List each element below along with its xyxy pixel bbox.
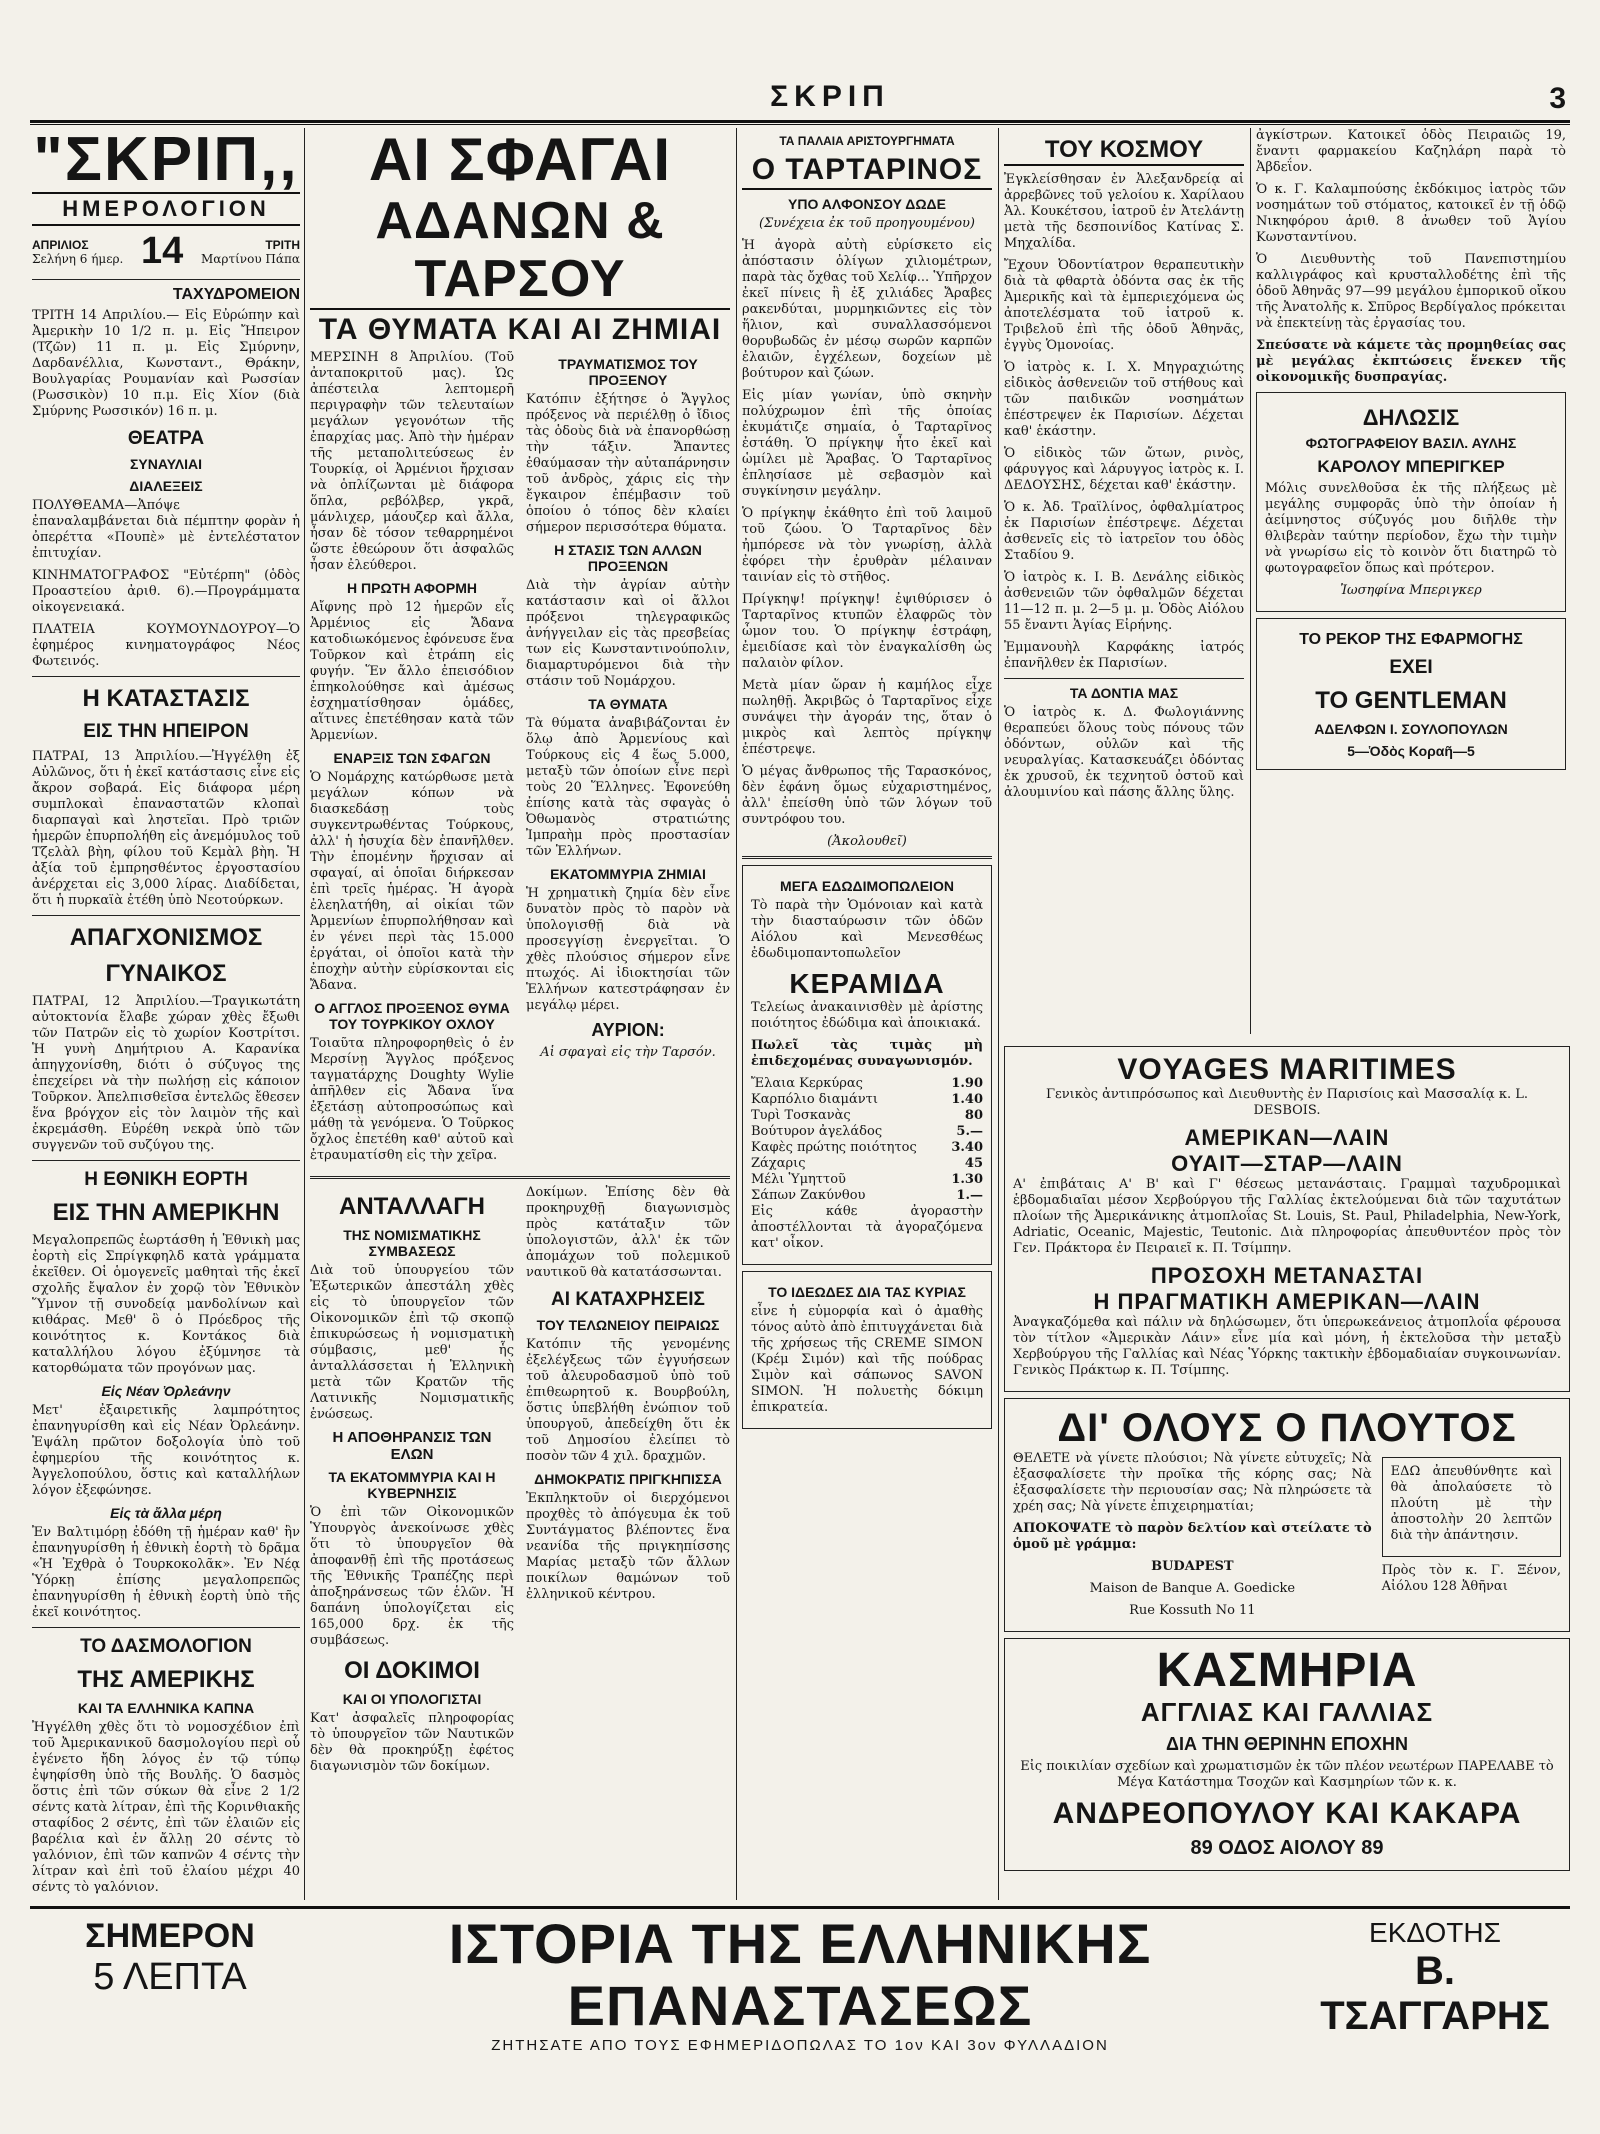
ad-text: Τὸ παρὰ τὴν Ὁμόνοιαν καὶ κατὰ τὴν διασταύρωσιν τῶν ὁδῶν Αἰόλου καὶ Μενεσθέως ἐδωδιμοπαντοπωλεῖον: [751, 898, 983, 961]
section-heading: ΤΑ ΘΥΜΑΤΑ: [588, 696, 668, 712]
tomorrow-text: Αἱ σφαγαὶ εἰς τὴν Ταρσόν.: [540, 1045, 716, 1060]
section-heading: ΕΝΑΡΞΙΣ ΤΩΝ ΣΦΑΓΩΝ: [333, 750, 491, 766]
article-heading: ΑΝΤΑΛΛΑΓΗ: [339, 1193, 485, 1220]
month: ΑΠΡΙΛΙΟΣ: [32, 237, 89, 252]
society-text: Ὁ εἰδικὸς τῶν ὤτων, ρινὸς, φάρυγγος καὶ λάρυγγος ἰατρὸς κ. Ι. ΔΕΔΟΥΣΗΣ, δέχεται καθ' ἑκάστην.: [1004, 446, 1244, 493]
ad-heading: ΟΥΑΙΤ—ΣΤΑΡ—ΛΑΙΝ: [1171, 1151, 1403, 1176]
lectures-heading: ΔΙΑΛΕΞΕΙΣ: [129, 478, 203, 494]
article-subheading: ΤΑ ΕΚΑΤΟΜΜΥΡΙΑ ΚΑΙ Η ΚΥΒΕΡΝΗΣΙΣ: [328, 1469, 496, 1501]
column-rule: [736, 128, 737, 1900]
section-heading: Ο ΑΓΓΛΟΣ ΠΡΟΞΕΝΟΣ ΘΥΜΑ ΤΟΥ ΤΟΥΡΚΙΚΟΥ ΟΧΛΟΥ: [314, 1000, 510, 1032]
day-number: 14: [141, 230, 184, 272]
article-text: Κατ' ἀσφαλεῖς πληροφορίας τὸ ὑπουργεῖον τῶν Ναυτικῶν δὲν θὰ προκηρύξῃ ἐφέτος διαγωνισμὸν τῶν δοκίμων.: [310, 1711, 514, 1774]
date-row: [32, 230, 300, 273]
listing-polytheama: ΠΟΛΥΘΕΑΜΑ—Ἀπόψε ἐπαναλαμβάνεται διὰ πέμπτην φορὰν ἡ ὀπερέττα «Πουπὲ» μὲ ἐντελέστατον ἐπιτυχίαν.: [32, 498, 300, 561]
article-subheading: ΕΙΣ ΤΗΝ ΑΜΕΡΙΚΗΝ: [52, 1199, 280, 1226]
article-text: Τοιαῦτα πληροφορηθεὶς ὁ ἐν Μερσίνῃ Ἄγγλος πρόξενος ταγματάρχης Doughty Wylie ἀπῆλθεν εἰς Ἄδανα ἵνα ἐξετάσῃ αὐτοπροσώπως καὶ μάθῃ τὰ γενόμενα. Ὁ Τοῦρκος ὄχλος ἐπετέθη καθ' αὐτοῦ καὶ ἐτραυματίσθη εἰς τὴν χεῖρα.: [310, 1036, 514, 1163]
main-headline-2: ΑΔΑΝΩΝ & ΤΑΡΣΟΥ: [310, 192, 730, 310]
article-subheading: ΚΑΙ ΤΑ ΕΛΛΗΝΙΚΑ ΚΑΠΝΑ: [77, 1700, 255, 1716]
ad-heading: ΑΓΓΛΙΑΣ ΚΑΙ ΓΑΛΛΙΑΣ: [1140, 1697, 1434, 1727]
article-text: Τὰ θύματα ἀναβιβάζονται ἐν ὅλῳ ἀπὸ Ἀρμενίους καὶ Τούρκους εἰς 4 ἕως 5.000, μεταξὺ τῶν ὁποίων εἶνε περὶ τοὺς 20 Ἕλληνες. Ἐφονεύθη ἐπίσης κατὰ τὰς σφαγὰς ὁ Ὀθωμανὸς στρατιώτης Ἰμπραὴμ πρὸς προστασίαν τῶν Ἑλλήνων.: [526, 716, 730, 859]
society-text: Ὁ ἰατρὸς κ. Ι. Β. Δενάλης εἰδικὸς ἀσθενειῶν τῶν ὀφθαλμῶν δέχεται 11—12 π. μ. 2—5 μ. μ. Ὁδὸς Αἰόλου 55 ἔναντι Ἁγίας Εἰρήνης.: [1004, 570, 1244, 633]
article-heading: ΑΠΑΓΧΟΝΙΣΜΟΣ: [69, 924, 263, 951]
column-society: [1004, 128, 1244, 1034]
calendar-title: ΗΜΕΡΟΛΟΓΙΟΝ: [32, 192, 300, 226]
article-text: ΜΕΡΣΙΝΗ 8 Ἀπριλίου. (Τοῦ ἀνταποκριτοῦ μας). Ὡς ἀπέστειλα λεπτομερῆ περιγραφὴν τῶν τελευταίων μεγάλων γεγονότων τῆς ἐπαρχίας μας. Ἀπὸ τὴν ἡμέραν τῆς μεταπολιτεύσεως ἐν Τουρκίᾳ, οἱ Ἀρμένιοι ἤρχισαν νὰ ὁπλίζωνται μὲ διάφορα ὅπλα, ρεβόλβερ, γκρᾶ, μάνλιχερ, μάουζερ καὶ ἄλλα, ἦσαν δὲ τόσον τεθαρρημένοι ὥστε ἐθεώρουν ὅτι ἀσφαλῶς ἦσαν ἐλεύθεροι.: [310, 350, 514, 573]
article-subheading: ΤΗΣ ΝΟΜΙΣΜΑΤΙΚΗΣ ΣΥΜΒΑΣΕΩΣ: [343, 1227, 481, 1259]
ad-text: Πρὸς τὸν κ. Γ. Ξένον, Αἰόλου 128 Ἀθῆναι: [1381, 1563, 1561, 1594]
section-heading: Εἰς τὰ ἄλλα μέρη: [110, 1505, 222, 1521]
section-heading: ΤΡΑΥΜΑΤΙΣΜΟΣ ΤΟΥ ΠΡΟΞΕΝΟΥ: [558, 356, 698, 388]
ad-text: Α' ἐπιβάταις Α' Β' καὶ Γ' θέσεως μετανάσταις. Γραμμαὶ ταχυδρομικαὶ ἑβδομαδιαῖαι μέσον Χερβούργου τῆς Γαλλίας ἐκτελούμεναι διὰ τῶν ταχυτάτων πλοίων τῆς Ἀμερικάνικης ἀτμοπλοΐας St. Louis, St. Paul, Philadelphia, New-York, Adriatic, Oceanic, Majestic, Teutonic. Διὰ πληροφορίας ἀπευθυντέον πρὸς τὸν Γεν. Πράκτορα ἐν Πειραιεῖ κ. Π. Τσίμπην.: [1013, 1177, 1561, 1256]
article-heading: ΔΗΜΟΚΡΑΤΙΣ ΠΡΙΓΚΗΠΙΣΣΑ: [534, 1471, 722, 1487]
serial-text: Ὁ πρίγκηψ ἐκάθητο ἐπὶ τοῦ λαιμοῦ τοῦ ζώου. Ὁ Ταρταρῖνος δὲν ἠμπόρεσε νὰ τὸν γνωρίσῃ, ἀλλὰ ἐφόρει τὴν ἐρυθρὰν μέλαιναν ταινίαν εἰς τὸ στῆθος.: [742, 506, 992, 585]
notice-text: Ὁ κ. Γ. Καλαμπούσης ἐκδόκιμος ἰατρὸς τῶν νοσημάτων τοῦ στόματος, κατοικεῖ ἐν τῇ ὁδῷ Νικηφόρου ἀριθ. 8 ἀνωθεν τοῦ Ἁγίου Κωνσταντίνου.: [1256, 182, 1566, 245]
society-text: Ἐμμανουὴλ Καρφάκης ἰατρός ἐπανῆλθεν ἐκ Παρισίων.: [1004, 640, 1244, 671]
ad-heading: ΑΜΕΡΙΚΑΝ—ΛΑΙΝ: [1184, 1125, 1390, 1150]
price-row: [751, 1108, 983, 1124]
price-row: [751, 1172, 983, 1188]
article-heading: ΤΟ ΔΑΣΜΟΛΟΓΙΟΝ: [80, 1636, 252, 1657]
column-serial: [742, 128, 992, 1900]
ad-text: BUDAPEST: [1151, 1559, 1234, 1574]
price-row: [751, 1124, 983, 1140]
ad-text: Rue Kossuth No 11: [1129, 1603, 1256, 1618]
ad-subheading: ΑΔΕΛΦΩΝ Ι. ΣΟΥΛΟΠΟΥΛΩΝ: [1314, 721, 1508, 737]
article-text: ΠΑΤΡΑΙ, 13 Ἀπριλίου.—Ἠγγέλθη ἐξ Αὐλῶνος, ὅτι ἡ ἐκεῖ κατάστασις εἶνε εἰς ἄκρον σοβαρά. Εἰς διάφορα μέρη συμπλοκαὶ ἐπαναστατῶν κλοπαὶ διαρπαγαὶ καὶ ληστεῖαι. Πρὸ τριῶν ἡμερῶν ἐπυρπολήθη εἰς ἀνεμόμυλος τοῦ Τζελὰλ βὴη, φίλου τοῦ Κεμὰλ βὴη. Ἡ ἀξία τοῦ ἐμπρησθέντος ἐργοστασίου ἀνέρχεται εἰς 3,000 λίρας. Διαδίδεται, ὅτι ἡ πυρκαϊὰ ἐτέθη ὑπὸ Νεοτούρκων.: [32, 749, 300, 908]
article-text: Ἠγγέλθη χθὲς ὅτι τὸ νομοσχέδιον ἐπὶ τοῦ Ἀμερικανικοῦ δασμολογίου περὶ οὗ ἐγένετο ἤδη λόγος ἐν τῷ τύπῳ ἐψηφίσθη ὑπὸ τῆς Βουλῆς. Ὁ δασμὸς ὅστις ἐπὶ τῶν σύκων θὰ εἶνε 2 1/2 σέντς κατὰ λίτραν, ἐπὶ τῆς Κορινθιακῆς σταφίδος 2 σέντς, ἐπὶ τῶν ἐλαιῶν εἰς βαρέλια καὶ ἐν ἄλλῃ 20 σέντς τὸ γαλόνιον, ἐπὶ τῶν καπνῶν 4 σέντς τὴν λίτραν καὶ ἐπὶ τοῦ ἐλαίου μέχρι 40 σέντς τὸ γαλόνιον.: [32, 1720, 300, 1895]
article-heading: Η ΑΠΟΘΗΡΑΝΣΙΣ ΤΩΝ ΕΛΩΝ: [332, 1429, 492, 1463]
article-subheading: ΤΗΣ ΑΜΕΡΙΚΗΣ: [77, 1666, 255, 1693]
weekday: ΤΡΙΤΗ: [265, 237, 300, 252]
price-list: [751, 1076, 983, 1204]
theatre-heading: ΘΕΑΤΡΑ: [127, 428, 205, 449]
serial-next: (Ἀκολουθεῖ): [827, 834, 907, 849]
article-text: Μεγαλοπρεπῶς ἑωρτάσθη ἡ Ἐθνικὴ μας ἑορτὴ εἰς Σπρίγκφηλδ κατὰ γράμματα ἐκεῖθεν. Οἱ ὁμογενεῖς μαθηταὶ τῆς ἐκεῖ σχολῆς ἔψαλον ἐν χορῷ τὸν Ἐθνικὸν Ὕμνον τῇ συνοδείᾳ μανδολίνων καὶ κιθάρας. Μεθ' ὃ ὁ Πρόεδρος τῆς κοινότητος κ. Κοντάκος διὰ καταλλήλου λόγου ἐξύμνησε τὰ κατορθώματα τῶν προγόνων μας.: [32, 1233, 300, 1376]
banner-title: ΙΣΤΟΡΙΑ ΤΗΣ ΕΛΛΗΝΙΚΗΣ ΕΠΑΝΑΣΤΑΣΕΩΣ: [448, 1912, 1152, 2037]
banner-subtitle: ΖΗΤΗΣΑΤΕ ΑΠΟ ΤΟΥΣ ΕΦΗΜΕΡΙΔΟΠΩΛΑΣ ΤΟ 1ον ΚΑΙ 3ον ΦΥΛΛΑΔΙΟΝ: [491, 2037, 1109, 2054]
main-headline-3: ΤΑ ΘΥΜΑΤΑ ΚΑΙ ΑΙ ΖΗΜΙΑΙ: [318, 313, 722, 346]
serial-text: Πρίγκηψ! πρίγκηψ! ἐψιθύρισεν ὁ Ταρταρῖνος κτυπῶν ἐλαφρῶς τὸν ὦμον του. Ὁ πρίγκηψ ἐστράφη, ἐμειδίασε καὶ τὸν ἐναγκαλίσθη ὡς παλαιὸν φίλον.: [742, 592, 992, 671]
dental-ad-heading: ΤΑ ΔΟΝΤΙΑ ΜΑΣ: [1069, 685, 1179, 701]
society-text: Ὁ ἰατρὸς κ. Ι. Χ. Μηγραχιώτης εἰδικὸς ἀσθενειῶν τοῦ στήθους καὶ τῶν παιδικῶν νοσημάτων ἐπέστρεψεν ἐκ Παρισίων. Δέχεται καθ' ἑκάστην.: [1004, 360, 1244, 439]
serial-text: Εἰς μίαν γωνίαν, ὑπὸ σκηνὴν πολύχρωμον ἐπὶ τῆς ὁποίας ἐκυμάτιζε σημαία, ὁ Ταρταρῖνος ἐστάθη. Ὁ πρίγκηψ ἦτο ἐκεῖ καὶ ὡμίλει μὲ Ἄραβας. Ὁ Ταρταρῖνος ἐπλησίασε μὲ σεβασμὸν καὶ συγκίνησιν μεγάλην.: [742, 388, 992, 499]
ad-heading: ΜΕΓΑ ΕΔΩΔΙΜΟΠΩΛΕΙΟΝ: [780, 878, 954, 894]
price-item: Μέλι Ὑμηττοῦ: [751, 1172, 846, 1187]
column-rule: [304, 128, 305, 1900]
article-text: Κατόπιν τῆς γενομένης ἐξελέγξεως τῶν ἐγγυήσεων τοῦ ἀλευροδασμοῦ ὑπὸ τοῦ ἐπιθεωρητοῦ κ. Βουρβούλη, ὅστις ὑπεβλήθη ἐνώπιον τοῦ ὑπουργοῦ, ἀπεδείχθη ὅτι ἐκ τοῦ Δημοσίου ἐλείπει τὸ ποσὸν τῶν 4 χιλ. δραχμῶν.: [526, 1337, 730, 1464]
tomorrow-heading: ΑΥΡΙΟΝ:: [591, 1020, 665, 1040]
main-story-col-b: [526, 350, 730, 1170]
photo-studio-notice: [1256, 392, 1566, 612]
coupon: [1382, 1457, 1561, 1557]
ad-address: 5—Ὁδὸς Κοραῆ—5: [1347, 743, 1475, 759]
ad-heading: ΚΑΣΜΗΡΙΑ: [1156, 1644, 1418, 1697]
article-text: Δοκίμων. Ἐπίσης δὲν θὰ προκηρυχθῇ διαγωνισμὸς πρὸς κατάταξιν τῶν ὑπολογιστῶν, ἀλλ' ἐκ τῶν ἀπομάχων τοῦ πολεμικοῦ ναυτικοῦ θὰ κατατάσσωνται.: [526, 1185, 730, 1280]
price-value: 5.—: [956, 1124, 983, 1139]
ad-brand: ΚΕΡΑΜΙΔΑ: [789, 968, 945, 999]
post-heading: ΤΑΧΥΔΡΟΜΕΙΟΝ: [172, 286, 300, 303]
notice-text: Ὁ Διευθυντὴς τοῦ Πανεπιστημίου καλλιγράφος καὶ κρυσταλλοδέτης ἐπὶ τῆς ὁδοῦ Ἀθηνᾶς 97—99 μεγάλου ἐμπορικοῦ οἴκου τῆς Ἀνατολῆς κ. Σπῦρος Βερδίγαλος πρόκειται νὰ ἐπεκτείνῃ τὰς ἐργασίας του.: [1256, 252, 1566, 331]
ad-heading: ΤΟ GENTLEMAN: [1315, 687, 1507, 714]
ad-address: 89 ΟΔΟΣ ΑΙΟΛΟΥ 89: [1190, 1837, 1384, 1859]
ad-heading: ΤΟ ΙΔΕΩΔΕΣ ΔΙΑ ΤΑΣ ΚΥΡΙΑΣ: [768, 1284, 966, 1300]
article-text: Κατόπιν ἐξήτησε ὁ Ἄγγλος πρόξενος νὰ περιέλθῃ ὁ ἴδιος τὰς ὁδοὺς διὰ νὰ ἐπανορθώσῃ τὴν τάξιν. Ἄπαντες ἐθαύμασαν τὴν αὐταπάρνησιν τοῦ ἀνδρὸς, χάρις εἰς τὴν ἔγκαιρον ἐπέμβασιν τοῦ ὁποίου ὁ τόπος δὲν κλαίει σήμερον περισσότερα θύματα.: [526, 392, 730, 535]
serial-title: Ο ΤΑΡΤΑΡΙΝΟΣ: [742, 152, 992, 190]
post-text: ΤΡΙΤΗ 14 Απριλίου.— Εἰς Εὐρώπην καὶ Ἀμερικὴν 10 1/2 π. μ. Εἰς Ἤπειρον (Τζῶν) 11 π. μ. Εἰς Σμύρνην, Δαρδανέλλια, Κωνσταντ., Θράκην, Βουλγαρίας Ρουμανίαν καὶ Ρωσσίαν (Ρωσσικὸν) 10 π.μ. Εἰς Χίον (διὰ Σμύρνης Ρωσσικόν) 16 π. μ.: [32, 308, 300, 419]
column-rule: [998, 128, 999, 1900]
moon: Σελήνη 6 ήμερ.: [32, 251, 124, 266]
ad-heading: ΤΟ ΡΕΚΟΡ ΤΗΣ ΕΦΑΡΜΟΓΗΣ: [1299, 631, 1523, 648]
society-text: Ἔχουν Ὀδοντίατρον θεραπευτικὴν διὰ τὰ φθαρτὰ ὀδόντα σας ἐκ τῆς Ἀμερικῆς καὶ τὰ ἐμπεριεχόμενα ὡς ἀποτελέσματα τοῦ ἰατροῦ κ. Τριβελοῦ ἐπὶ τῆς ὁδοῦ Ἀθηνᾶς, ἐγγὺς Ὁμονοίας.: [1004, 258, 1244, 353]
listing-cinema: ΚΙΝΗΜΑΤΟΓΡΑΦΟΣ "Εὐτέρπη" (ὁδὸς Προαστείου ἀριθ. 6).—Προγράμματα οἰκογενειακά.: [32, 568, 300, 615]
article-subheading: ΓΥΝΑΙΚΟΣ: [105, 960, 227, 987]
main-story-columns: [310, 350, 730, 1170]
article-text: Αἴφνης πρὸ 12 ἡμερῶν εἷς Ἀρμένιος εἰς Ἄδανα κατοδιωκόμενος ἐφόνευσε ἕνα Τοῦρκον καὶ ἐτράπη εἰς φυγήν. Ἕν ἄλλο ἐπεισόδιον ἐπηκολούθησε καὶ ἀμέσως ἐσχηματίσθησαν ὁμάδες, αἵτινες ἐπετέθησαν κατὰ τῶν Ἀρμενίων.: [310, 600, 514, 743]
ad-heading: ΑΝΔΡΕΟΠΟΥΛΟΥ ΚΑΙ ΚΑΚΑΡΑ: [1052, 1797, 1522, 1830]
running-head: [30, 80, 1570, 123]
price-value: 80: [964, 1108, 983, 1123]
notice-text: Μόλις συνελθοῦσα ἐκ τῆς πλήξεως μὲ μεγάλης συμφορᾶς ὑπὸ τὴν ὁποίαν ἡ ἀείμνηστος σύζυγός μου διῆλθε τὴν θλιβερὰν ταύτην περίοδον, ἔχω τὴν τιμὴν νὰ γνωρίσω εἰς τὸ κοινὸν ὅτι διατηρῶ τὸ φωτογραφεῖον ὅπως καὶ πρότερον.: [1265, 481, 1557, 576]
price-item: Σάπων Ζακύνθου: [751, 1188, 866, 1203]
column-rule: [1250, 128, 1251, 1034]
saint: Μαρτίνου Πάπα: [201, 251, 300, 266]
ad-text: Τελείως ἀνακαινισθὲν μὲ ἀρίστης ποιότητος ἐδώδιμα καὶ ἀποικιακά.: [751, 1000, 983, 1031]
cosmetics-ad: [742, 1271, 992, 1429]
lottery-ad: [1004, 1398, 1570, 1632]
ad-text: εἶνε ἡ εὐμορφία καὶ ὁ ἀμαθὴς τόνος αὐτὸ ἀπὸ ἐπιτυγχάνεται διὰ τῆς χρήσεως τῆς CREME SIMON (Κρέμ Σιμόν) καὶ τῆς πούδρας Σιμὸν καὶ σάπωνος SAVON SIMON. Ἡ πολυετὴς δόκιμη ἐπικρατεία.: [751, 1304, 983, 1415]
banner-publisher: Β. ΤΣΑΓΓΑΡΗΣ: [1320, 1949, 1550, 2038]
article-text: ΠΑΤΡΑΙ, 12 Ἀπριλίου.—Τραγικωτάτη αὐτοκτονία ἔλαβε χώραν χθὲς ἔξωθι τῶν Πατρῶν εἰς τὸ χωρίον Κοστρίτσι. Ἡ γυνὴ Δημήτριου Α. Καρανίκα ἀπηγχονίσθη, διότι ὁ σύζυγος της ἐπεχείρει νὰ τὴν πωλήσῃ εἰς κάποιον Τοῦρκον. Ἀπελπισθεῖσα ἐντελῶς ἔθεσεν ἕνα βρόγχον εἰς τὸν λαιμὸν τῆς καὶ ἐκρεμάσθη. Εὑρέθη νεκρὰ ὑπὸ τῶν συγγενῶν τοῦ συζύγου της.: [32, 994, 300, 1153]
article-text: Ἡ χρηματικὴ ζημία δὲν εἶνε δυνατὸν πρὸς τὸ παρὸν νὰ ὑπολογισθῇ διὰ νὰ προσεγγίσῃ ἐνεργεῖται. Ὁ χθὲς πλούσιος σήμερον εἶνε πτωχός. Αἱ ἰδιοκτησίαι τῶν Ἑλλήνων κατεστράφησαν ἐν μεγάλῳ μέρει.: [526, 886, 730, 1013]
banner-publisher-label: ΕΚΔΟΤΗΣ: [1369, 1917, 1501, 1948]
price-value: 45: [964, 1156, 983, 1171]
article-text: Μετ' ἐξαιρετικῆς λαμπρότητος ἐπανηγυρίσθη καὶ εἰς Νέαν Ὀρλεάνην. Ἐψάλη πρῶτον δοξολογία ὑπὸ τοῦ ἐφημερίου τῆς κοινότητος κ. Ἀγγελοπούλου, ὅστις καὶ καταλλήλων λόγον ἐξεφώνησε.: [32, 1403, 300, 1498]
wide-ads: [1004, 1040, 1570, 1900]
dental-ad-text: Ὁ ἰατρὸς κ. Δ. Φωλογιάννης θεραπεύει ὅλους τοὺς πόνους τῶν ὀδόντων, οὐλῶν καὶ τῆς νευραλγίας. Κατασκευάζει ὀδόντας ἐκ χρυσοῦ, ἐκ τεχνητοῦ ὀστοῦ καὶ ἀλουμινίου καὶ πάσης ἄλλης ὕλης.: [1004, 705, 1244, 800]
bottom-banner: [30, 1906, 1570, 2054]
banner-today: ΣΗΜΕΡΟΝ: [85, 1917, 255, 1955]
price-row: [751, 1156, 983, 1172]
price-item: Βούτυρον ἀγελάδος: [751, 1124, 883, 1139]
article-heading: Η ΕΘΝΙΚΗ ΕΟΡΤΗ: [84, 1169, 248, 1190]
column-notices: [1256, 128, 1566, 1034]
nameplate: "ΣΚΡΙΠ,,: [33, 128, 299, 194]
concerts-heading: ΣΥΝΑΥΛΙΑΙ: [130, 456, 202, 472]
column-main-story: [310, 128, 730, 1900]
ad-text: Εἰς ποικιλίαν σχεδίων καὶ χρωματισμῶν ἐκ τῶν πλέον νεωτέρων ΠΑΡΕΛΑΒΕ τὸ Μέγα Κατάστημα Τσοχῶν καὶ Κασμηρίων τῶν κ. κ.: [1020, 1759, 1554, 1790]
article-heading: ΑΙ ΚΑΤΑΧΡΗΣΕΙΣ: [551, 1289, 705, 1310]
notice-subheading: ΚΑΡΟΛΟΥ ΜΠΕΡΙΓΚΕΡ: [1317, 457, 1505, 476]
section-heading: Η ΠΡΩΤΗ ΑΦΟΡΜΗ: [347, 580, 477, 596]
article-text: Διὰ τοῦ ὑπουργείου τῶν Ἐξωτερικῶν ἀπεστάλη χθὲς εἰς τὸ ὑπουργεῖον τῶν Οἰκονομικῶν ἐπὶ τῷ σκοπῷ ἐπικυρώσεως ἡ νομισματικὴ σύμβασις, μεθ' ἧς ἀνταλλάσσεται ἡ Ἑλληνικὴ μετὰ τῶν Κρατῶν τῆς Λατινικῆς Νομισματικῆς ἑνώσεως.: [310, 1263, 514, 1422]
society-text: Ὁ κ. Ἀδ. Τραϊλίνος, ὀφθαλμίατρος ἐκ Παρισίων ἐπέστρεψε. Δέχεται ἀσθενεῖς εἰς τὸ ἰατρεῖον του ὁδὸς Σταδίου 9.: [1004, 500, 1244, 563]
grocery-ad: [742, 865, 992, 1265]
ad-heading: ΕΧΕΙ: [1389, 657, 1433, 678]
cashmere-ad: [1004, 1638, 1570, 1871]
running-title: ΣΚΡΙΠ: [770, 80, 890, 113]
tailor-ad: [1256, 618, 1566, 770]
article-text: Ἐν Βαλτιμόρῃ ἐδόθη τῇ ἡμέραν καθ' ἣν ἐπανηγυρίσθη ἡ ἐθνικὴ ἑορτὴ τὸ δρᾶμα «Ἡ Ἐχθρὰ ὁ Τουρκοκολᾶκ». Ἐν Νέᾳ Ὑόρκῃ ἐπίσης μεγαλοπρεπῶς ἐπανηγυρίσθη ἡ ἐθνικὴ ἑορτὴ ὑπὸ τῆς ἐκεῖ κοινότητος.: [32, 1525, 300, 1620]
society-heading: ΤΟΥ ΚΟΣΜΟΥ: [1004, 136, 1244, 166]
price-item: Τυρὶ Τοσκανὰς: [751, 1108, 851, 1123]
price-item: Καρπόλιο διαμάντι: [751, 1092, 878, 1107]
price-item: Ζάχαρις: [751, 1156, 806, 1171]
ad-heading: ΔΙ' ΟΛΟΥΣ Ο ΠΛΟΥΤΟΣ: [1057, 1406, 1517, 1450]
price-value: 1.30: [951, 1172, 983, 1187]
banner-price: 5 ΛΕΠΤΑ: [93, 1956, 247, 1998]
article-heading: ΟΙ ΔΟΚΙΜΟΙ: [344, 1657, 480, 1684]
article-text: Διὰ τὴν ἀγρίαν αὐτὴν κατάστασιν καὶ οἱ ἄλλοι πρόξενοι τηλεγραφικῶς ἀνήγγειλαν εἰς τὰς πρεσβείας των εἰς Κωνσταντινούπολιν, διαμαρτυρόμενοι διὰ τὴν στάσιν τοῦ Νομάρχου.: [526, 578, 730, 689]
ad-text: Ἀναγκαζόμεθα καὶ πάλιν νὰ δηλώσωμεν, ὅτι ὑπερωκεάνειος ἀτμοπλοΐα φέρουσα τὸν τίτλον «Ἀμερικὰν Λάιν» εἶνε μία καὶ μόνη, ἡ ἐκτελοῦσα τὴν μεταξὺ Χερβούργου τῆς Γαλλίας καὶ Νέας Ὑόρκης τακτικὴν ἑβδομαδιαίαν συγκοινωνίαν. Γενικὸς Πράκτωρ κ. Π. Τσίμπης.: [1013, 1315, 1561, 1378]
notice-text: Σπεύσατε νὰ κάμετε τὰς προμηθείας σας μὲ μεγάλας ἐκπτώσεις ἕνεκεν τῆς οἰκονομικῆς δυσπραγίας.: [1256, 338, 1566, 385]
section-heading: Εἰς Νέαν Ὀρλεάνην: [101, 1383, 231, 1399]
ad-text: ΘΕΛΕΤΕ νὰ γίνετε πλούσιοι; Νὰ γίνετε εὐτυχεῖς; Νὰ ἐξασφαλίσετε τὴν προῖκα τῆς κόρης σας; Νὰ ἐξασφαλίσετε τὴν περιουσίαν σας; Νὰ πληρώσετε τὰ χρέη σας; Νὰ γίνετε ἐπιχειρηματίαι;: [1013, 1451, 1372, 1514]
price-value: 1.90: [951, 1076, 983, 1091]
serial-author: ΥΠΟ ΑΛΦΟΝΣΟΥ ΔΩΔΕ: [788, 196, 946, 212]
notice-subheading: ΦΩΤΟΓΡΑΦΕΙΟΥ ΒΑΣΙΛ. ΑΥΛΗΣ: [1305, 435, 1517, 451]
lower-articles: [310, 1185, 730, 1781]
article-text: Ὁ Νομάρχης κατώρθωσε μετὰ μεγάλων κόπων νὰ διασκεδάσῃ τοὺς συγκεντρωθέντας Τούρκους, ἀλλ' ἡ ἡσυχία δὲν ἐπανῆλθεν. Τὴν ἑπομένην ἤρχισαν αἱ σφαγαί, αἱ ὁποῖαι διήρκεσαν ἐπὶ τρεῖς ἡμέρας. Ἡ ἀγορὰ ἐλεηλατήθη, αἱ οἰκίαι τῶν Ἀρμενίων ἐπυρπολήθησαν καὶ ἐν γένει περὶ τὰς 15.000 ἐργάται, οἱ ὁποῖοι κατὰ τὴν ἐποχὴν αὐτὴν εὑρίσκονται εἰς Ἄδανα.: [310, 770, 514, 993]
article-text: Ἐκπληκτοῦν οἱ διερχόμενοι προχθὲς τὸ ἀπόγευμα ἐκ τοῦ Συντάγματος βλέποντες ἕνα νεανίδα τῆς πριγκηπίσσης Μαρίας μεταξὺ τῶν ἄλλων ποικίλων θαμώνων τοῦ ἐλληνικοῦ κέντρου.: [526, 1491, 730, 1602]
serial-text: Ὁ μέγας ἄνθρωπος τῆς Ταρασκόνος, δὲν ἐφάνη ὅμως εὐχαριστημένος, ἀλλ' ἐπείσθη ὑπὸ τῶν λόγων τοῦ συντρόφου του.: [742, 764, 992, 827]
listing-plateia: ΠΛΑΤΕΙΑ ΚΟΥΜΟΥΝΔΟΥΡΟΥ—Ὁ ἐφημέρος κινηματογράφος Νέος Φωτεινός.: [32, 622, 300, 669]
price-row: [751, 1188, 983, 1204]
section-heading: ΕΚΑΤΟΜΜΥΡΙΑ ΖΗΜΙΑΙ: [550, 866, 706, 882]
article-heading: Η ΚΑΤΑΣΤΑΣΙΣ: [82, 685, 250, 712]
price-item: Καφὲς πρώτης ποιότητος: [751, 1140, 917, 1155]
section-heading: Η ΣΤΑΣΙΣ ΤΩΝ ΑΛΛΩΝ ΠΡΟΞΕΝΩΝ: [554, 542, 702, 574]
ad-heading: VOYAGES MARITIMES: [1117, 1053, 1457, 1086]
ad-text: Γενικὸς ἀντιπρόσωπος καὶ Διευθυντὴς ἐν Παρισίοις καὶ Μασσαλίᾳ κ. L. DESBOIS.: [1046, 1087, 1528, 1118]
price-value: 3.40: [951, 1140, 983, 1155]
article-subheading: ΤΟΥ ΤΕΛΩΝΕΙΟΥ ΠΕΙΡΑΙΩΣ: [536, 1317, 720, 1333]
ad-heading: ΠΡΟΣΟΧΗ ΜΕΤΑΝΑΣΤΑΙ: [1150, 1263, 1424, 1288]
serial-text: Μετὰ μίαν ὥραν ἡ καμήλος εἶχε πωληθῇ. Ἀκριβῶς ὁ Ταρταρῖνος εἶχε συνάψει τὴν ἀγοράν της, ὅταν ὁ μικρὸς καὶ λεπτὸς πρίγκηψ ἐπέστρεψε.: [742, 678, 992, 757]
masthead-rule: [30, 124, 1570, 125]
serial-kicker: ΤΑ ΠΑΛΑΙΑ ΑΡΙΣΤΟΥΡΓΗΜΑΤΑ: [779, 134, 955, 148]
column-calendar: [32, 128, 300, 1900]
ad-text: Maison de Banque A. Goedicke: [1089, 1581, 1296, 1596]
price-item: Ἔλαια Κερκύρας: [751, 1076, 863, 1091]
page-number: 3: [1549, 82, 1566, 115]
ad-text: ΑΠΟΚΟΨΑΤΕ τὸ παρὸν δελτίον καὶ στείλατε τὸ ὁμοῦ μὲ γράμμα:: [1013, 1521, 1372, 1552]
price-row: [751, 1140, 983, 1156]
article-subheading: ΕΙΣ ΤΗΝ ΗΠΕΙΡΟΝ: [83, 721, 249, 742]
price-row: [751, 1092, 983, 1108]
society-text: Ἐγκλείσθησαν ἐν Ἀλεξανδρείᾳ αἱ ἀρρεβῶνες τοῦ γελοίου κ. Χαρίλαου Ἀλ. Κουκέτσου, ἰατροῦ ἐν Ἀτελάντῃ μετὰ τῆς δεσποινίδος Κατίνας Σ. Μηχαλίδα.: [1004, 172, 1244, 251]
ad-text: ΕΔΩ ἀπευθύνθητε καὶ θὰ ἀπολαύσετε τὸ πλούτη μὲ τὴν ἀποστολὴν 20 λεπτῶν διὰ τὴν ἀπάντησιν.: [1390, 1464, 1552, 1543]
main-story-col-a: [310, 350, 514, 1170]
notice-text: ἀγκίστρων. Κατοικεῖ ὁδὸς Πειραιῶς 19, ἔναντι φαρμακείου Καζηλάρη παρὰ τὸ Ἀβδεΐον.: [1256, 128, 1566, 175]
serial-continued: (Συνέχεια ἐκ τοῦ προηγουμένου): [758, 216, 976, 231]
price-value: 1.40: [951, 1092, 983, 1107]
notice-signature: Ἰωσηφίνα Μπεριγκερ: [1340, 583, 1482, 598]
shipping-ad: [1004, 1046, 1570, 1392]
ad-text: Εἰς κάθε ἀγοραστὴν ἀποστέλλονται τὰ ἀγοραζόμενα κατ' οἶκον.: [751, 1204, 983, 1251]
article-subheading: ΚΑΙ ΟΙ ΥΠΟΛΟΓΙΣΤΑΙ: [342, 1691, 482, 1707]
notice-heading: ΔΗΛΩΣΙΣ: [1362, 405, 1460, 430]
main-headline: ΑΙ ΣΦΑΓΑΙ: [368, 128, 672, 193]
ad-subheading: ΔΙΑ ΤΗΝ ΘΕΡΙΝΗΝ ΕΠΟΧΗΝ: [1166, 1734, 1408, 1754]
ad-text: Πωλεῖ τὰς τιμὰς μὴ ἐπιδεχομένας συναγωνισμόν.: [751, 1038, 983, 1069]
serial-text: Ἡ ἀγορὰ αὐτὴ εὑρίσκετο εἰς ἀπόστασιν ὀλίγων χιλιομέτρων, παρὰ τὰς ὄχθας τοῦ Χελίφ... Ὑπῆρχον ἐκεῖ πίνεις ἢ ἐξ χιλιάδες Ἄραβες ρακενδύται, μυρμηκιῶντες εἰς τὸν ἥλιον, καὶ συναλλασσόμενοι θορυβωδῶς ἐν μέσῳ σωρῶν καρπῶν ἐλαιῶν, ἐγχέλεων, δοχείων μὲ βούτυρον καὶ ζώων.: [742, 238, 992, 381]
price-value: 1.—: [956, 1188, 983, 1203]
price-row: [751, 1076, 983, 1092]
ad-heading: Η ΠΡΑΓΜΑΤΙΚΗ ΑΜΕΡΙΚΑΝ—ΛΑΙΝ: [1093, 1289, 1481, 1314]
article-text: Ὁ ἐπὶ τῶν Οἰκονομικῶν Ὑπουργὸς ἀνεκοίνωσε χθὲς ὅτι τὸ ὑπουργεῖον θὰ ἀποφανθῇ ἐπὶ τῆς προτάσεως τῆς Ἐθνικῆς Τραπέζης περὶ ἀποξηράνσεως τῶν ἑλῶν. Ἡ δαπάνη ὑπολογίζεται εἰς 165,000 δρχ. ἐκ τῆς συμβάσεως.: [310, 1505, 514, 1648]
